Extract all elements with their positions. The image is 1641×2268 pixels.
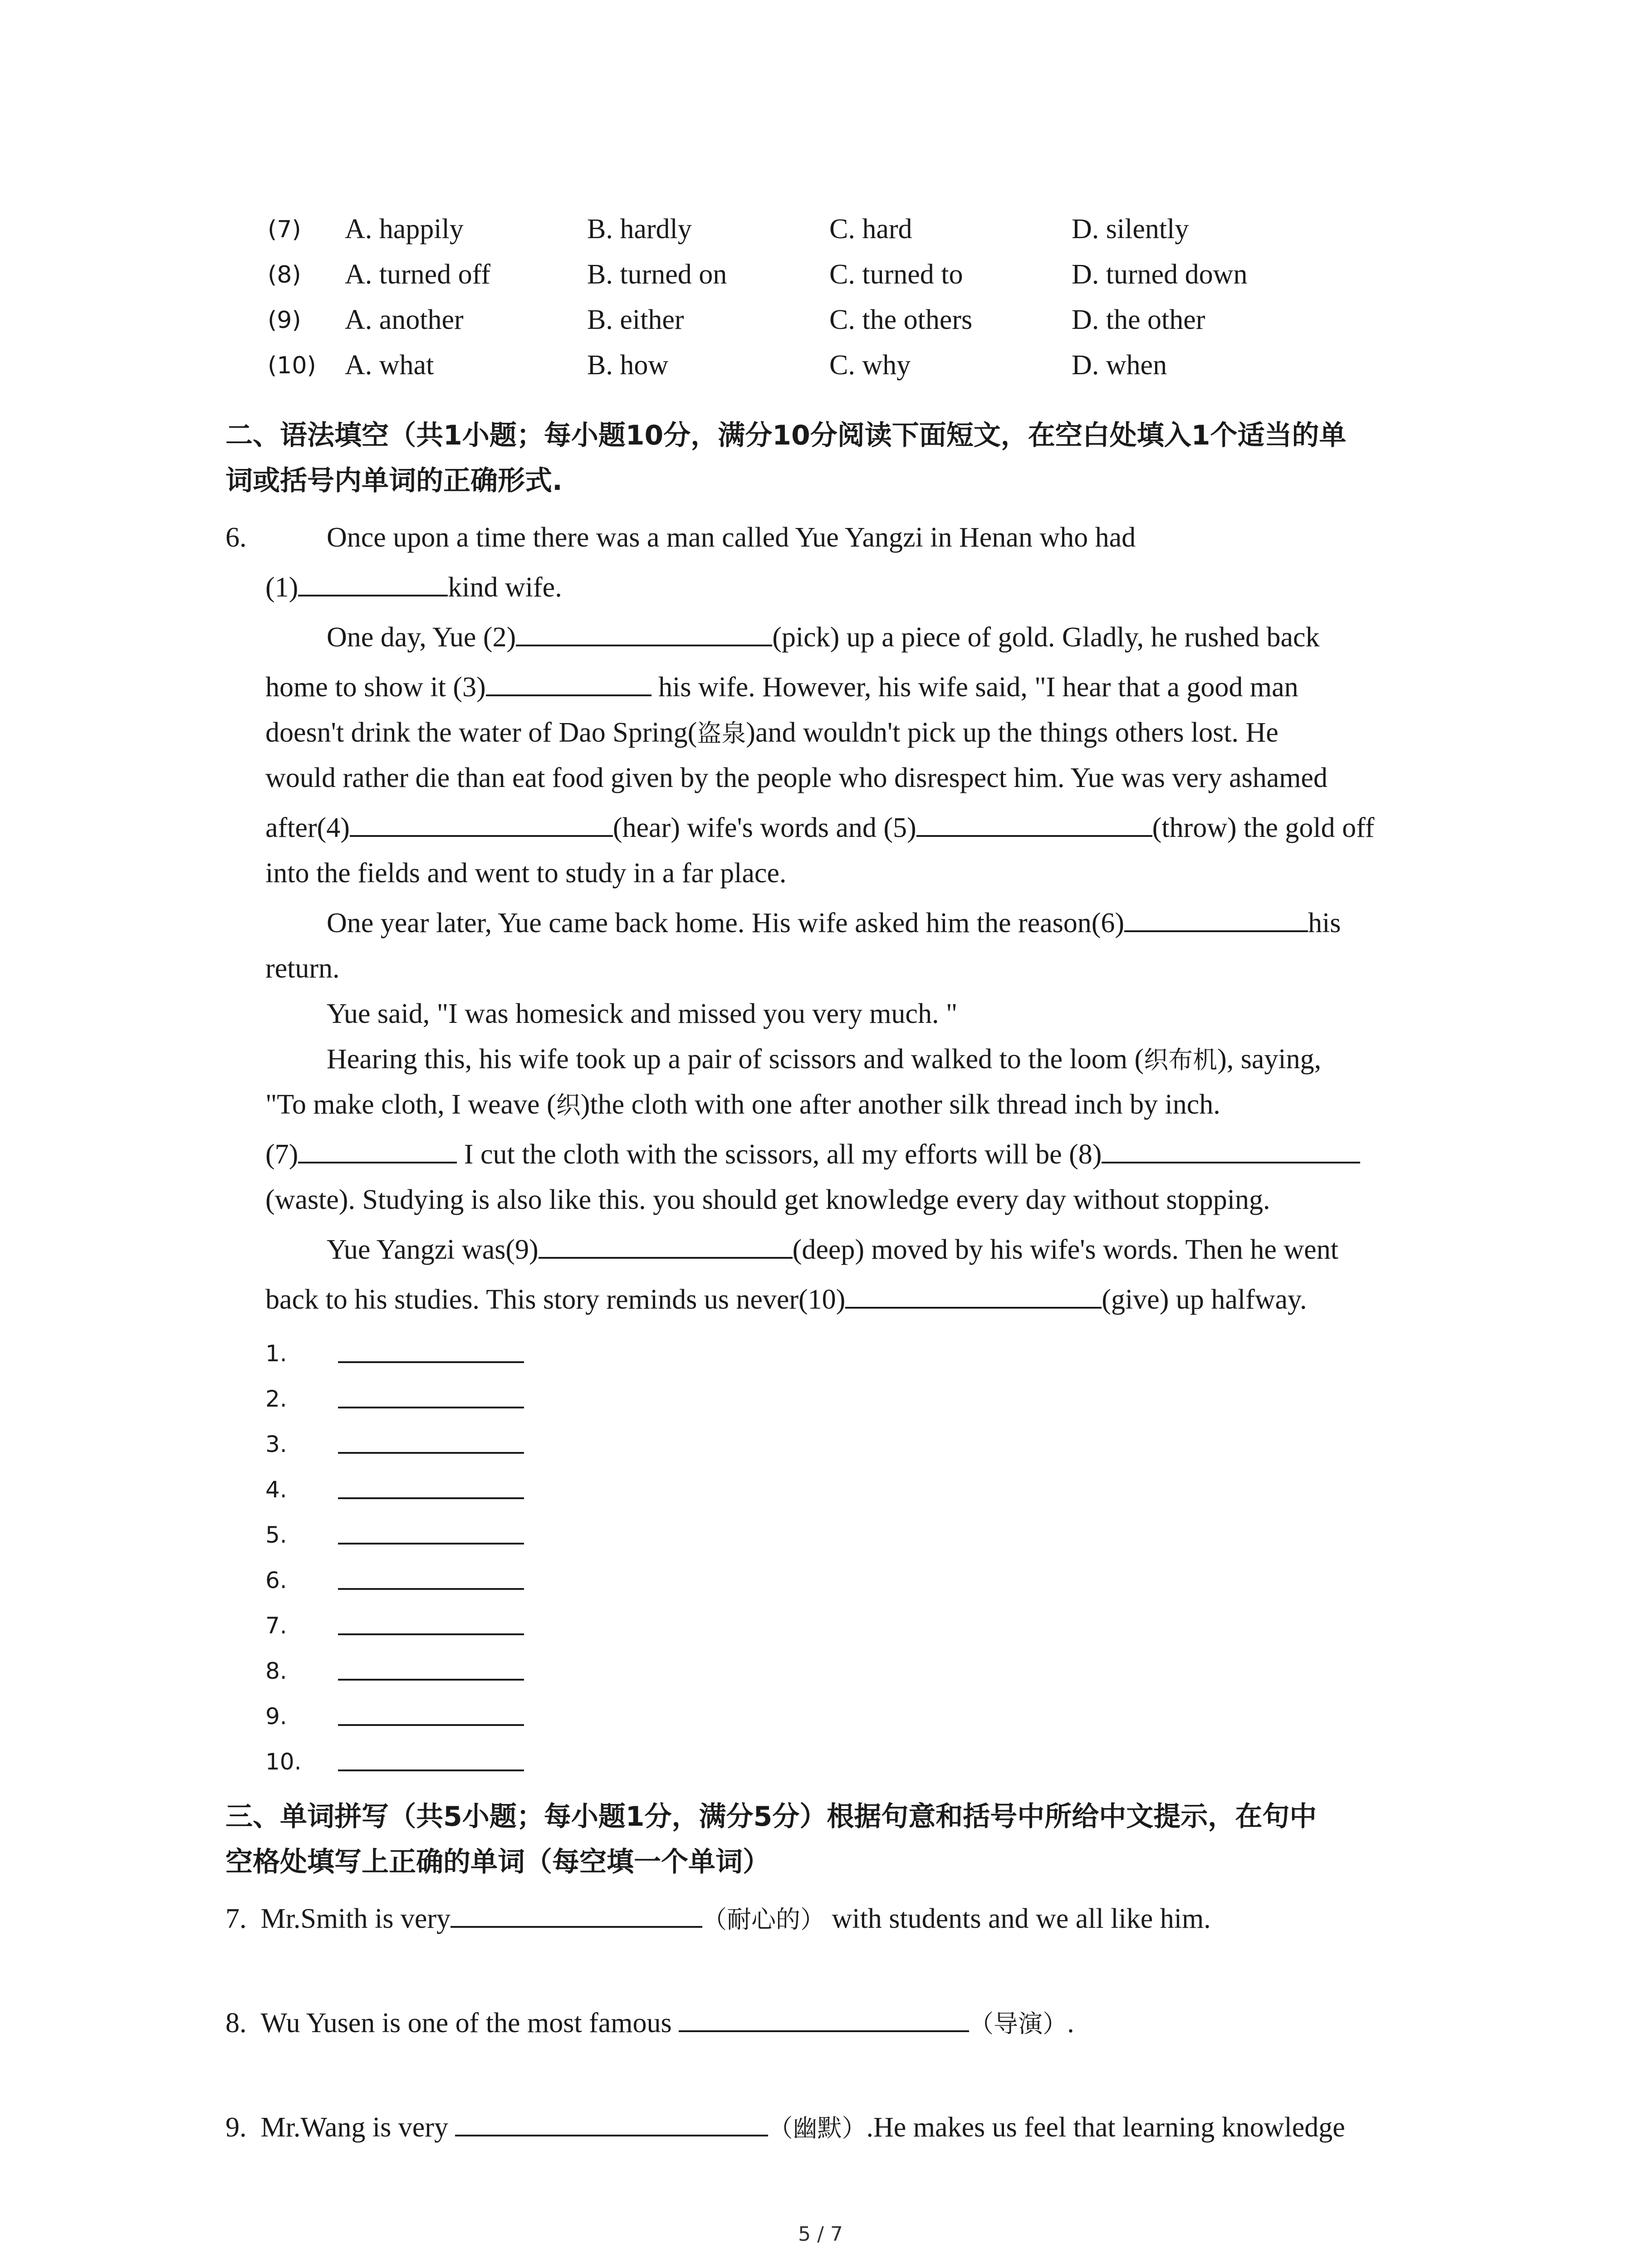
blank-7[interactable] xyxy=(298,1132,457,1163)
option-a: A. what xyxy=(345,350,434,381)
option-a: A. turned off xyxy=(345,259,490,290)
blank-9[interactable] xyxy=(539,1227,793,1259)
option-b: B. how xyxy=(587,350,669,381)
page-number: 5 / 7 xyxy=(798,2223,843,2246)
q7-blank[interactable] xyxy=(451,1896,702,1928)
section-3-line-2: 空格处填写上正确的单词（每空填一个单词） xyxy=(225,1846,770,1878)
option-number: (10) xyxy=(268,352,316,379)
option-c: C. hard xyxy=(829,214,912,244)
section-3-line-1: 三、单词拼写（共5小题；每小题1分，满分5分）根据句意和括号中所给中文提示，在句中 xyxy=(225,1801,1317,1833)
option-number: (9) xyxy=(268,307,301,334)
blank-8[interactable] xyxy=(1102,1132,1360,1163)
answer-blank[interactable] xyxy=(338,1407,524,1408)
question-8: 8. Wu Yusen is one of the most famous （导演）. xyxy=(225,2000,1074,2047)
passage-line: (1) kind wife. xyxy=(265,565,562,610)
option-b: B. turned on xyxy=(587,259,727,290)
passage-line: would rather die than eat food given by the people who disrespect him. Yue was very ashamed xyxy=(265,763,1327,793)
answer-blank[interactable] xyxy=(338,1724,524,1726)
question-9: 9. Mr.Wang is very （幽默）.He makes us feel that learning knowledge xyxy=(225,2105,1345,2151)
question-6-number: 6. xyxy=(225,522,247,553)
answer-blank[interactable] xyxy=(338,1452,524,1454)
q8-blank[interactable] xyxy=(679,2000,969,2032)
passage-line: home to show it (3) his wife. However, his wife said, "I hear that a good man xyxy=(265,665,1298,710)
option-b: B. hardly xyxy=(587,214,692,244)
option-d: D. silently xyxy=(1072,214,1189,244)
blank-4[interactable] xyxy=(350,805,613,837)
option-c: C. the others xyxy=(829,304,973,335)
option-c: C. turned to xyxy=(829,259,963,290)
answer-blank[interactable] xyxy=(338,1769,524,1771)
section-2-heading xyxy=(225,413,1450,503)
q9-blank[interactable] xyxy=(455,2105,768,2136)
answer-blank[interactable] xyxy=(338,1497,524,1499)
option-b: B. either xyxy=(587,304,684,335)
blank-3[interactable] xyxy=(486,665,652,696)
option-number: (8) xyxy=(268,261,301,288)
passage-line: One day, Yue (2) (pick) up a piece of gold. Gladly, he rushed back xyxy=(327,615,1319,660)
option-c: C. why xyxy=(829,350,911,381)
blank-6[interactable] xyxy=(1124,900,1308,932)
blank-2[interactable] xyxy=(516,615,772,646)
passage-line: Yue Yangzi was(9) (deep) moved by his wife's words. Then he went xyxy=(327,1227,1338,1272)
passage-line: back to his studies. This story reminds us never(10) (give) up halfway. xyxy=(265,1277,1307,1322)
option-d: D. the other xyxy=(1072,304,1205,335)
exam-page: (7) A. happily B. hardly C. hard D. silently (8) A. turned off B. turned on C. turned to D. turned down (9) A. another B. either C. the others D. the other (10) A. what B. how C. why D. when 二、语法填空（共1小题；每小题10分，满分10分阅读下面短文，在空白处填入1个适当的单 词或括号内单词的正确形式. 6. Once upon a time there was a man called Yue Yangzi in Henan who had (1) kind wife. One day, Yue (2) (pick) up a piece of gold. Gladly, he rushed back home to show it (3) his wife. However, his wife said, "I hear that a good man doesn't drink the water of Dao Spring(盗泉)and wouldn't pick up the things others lost. He would rather die than eat food given by the people who disrespect him. Yue was very ashamed after(4) (hear) wife's words and (5) (throw) the gold off into the fields and went to study in a far place. One year later, Yue came back home. His wife asked him the reason(6) his return. Yue said, "I was homesick and missed you very much. " Hearing this, his wife took up a pair of scissors and walked to the loom (织布机), saying, "To make cloth, I weave (织)the cloth with one after another silk thread inch by inch. (7) I cut the cloth with the scissors, all my efforts will be (8) (waste). Studying is also like this. you should get knowledge every day without stopping. Yue Yangzi was(9) (deep) moved by his wife's words. Then he went back to his studies. This story reminds us never(10) (give) up halfway. 1. 2. 3. 4. 5. 6. 7. 8. 9. 10. 三、单词拼写（共5小题；每小题1分，满分5分）根据句意和括号中所给中文提示，在句中 空格处填写上正确的单词（每空填一个单词） 7. Mr.Smith is very （耐心的） with students and we all like him. 8. Wu Yusen is one of the most famous （导演）. 9. Mr.Wang is very （幽默）.He makes us feel that learning knowledge 5 / 7 xyxy=(0,0,1641,2268)
passage-line: One year later, Yue came back home. His wife asked him the reason(6) his xyxy=(327,900,1341,946)
answer-blank[interactable] xyxy=(338,1588,524,1590)
blank-1[interactable] xyxy=(298,565,448,596)
section-3-heading xyxy=(225,1794,1450,1885)
section-2-line-1: 二、语法填空（共1小题；每小题10分，满分10分阅读下面短文，在空白处填入1个适当的单 xyxy=(225,420,1347,451)
passage-line: (7) I cut the cloth with the scissors, all my efforts will be (8) xyxy=(265,1132,1360,1177)
passage-line: "To make cloth, I weave (织)the cloth with one after another silk thread inch by inch. xyxy=(265,1089,1220,1120)
blank-10[interactable] xyxy=(845,1277,1102,1309)
option-a: A. another xyxy=(345,304,464,335)
answer-blank[interactable] xyxy=(338,1633,524,1635)
blank-5[interactable] xyxy=(916,805,1152,837)
passage-line: Hearing this, his wife took up a pair of scissors and walked to the loom (织布机), saying, xyxy=(327,1044,1322,1075)
passage-line: into the fields and went to study in a far place. xyxy=(265,858,787,889)
passage-line: (waste). Studying is also like this. you should get knowledge every day without stopping. xyxy=(265,1184,1270,1215)
answer-blank[interactable] xyxy=(338,1679,524,1681)
passage-line: Yue said, "I was homesick and missed you very much. " xyxy=(327,998,958,1029)
passage-line: Once upon a time there was a man called Yue Yangzi in Henan who had xyxy=(327,522,1136,553)
option-number: (7) xyxy=(268,216,301,243)
passage-line: return. xyxy=(265,953,340,984)
option-a: A. happily xyxy=(345,214,464,244)
passage-line: doesn't drink the water of Dao Spring(盗泉)and wouldn't pick up the things others lost. He xyxy=(265,717,1279,748)
option-d: D. turned down xyxy=(1072,259,1248,290)
section-2-line-2: 词或括号内单词的正确形式. xyxy=(225,465,563,497)
passage-line: after(4) (hear) wife's words and (5) (throw) the gold off xyxy=(265,805,1374,850)
option-d: D. when xyxy=(1072,350,1167,381)
answer-blank[interactable] xyxy=(338,1361,524,1363)
question-7: 7. Mr.Smith is very （耐心的） with students and we all like him. xyxy=(225,1896,1211,1942)
answer-blank[interactable] xyxy=(338,1543,524,1545)
